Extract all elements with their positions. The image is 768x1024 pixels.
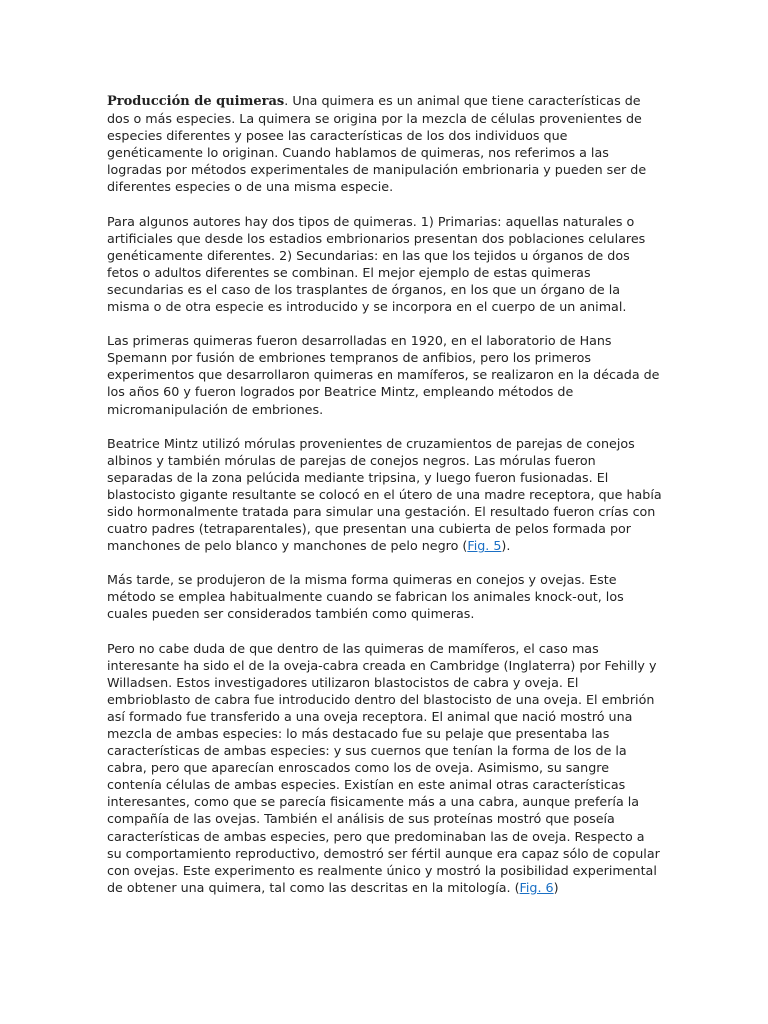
section-heading: Producción de quimeras	[107, 94, 285, 109]
paragraph-text: Más tarde, se produjeron de la misma forma quimeras en conejos y ovejas. Este método se emplea habitualmente cuando se fabrican los animales knock-out, los cuales pueden ser considerados también como quimeras.	[107, 572, 624, 622]
paragraph-intro	[107, 92, 663, 196]
document-body	[107, 92, 663, 913]
paragraph-rabbits-sheep	[107, 571, 663, 622]
fig-6-link[interactable]: Fig. 6	[519, 879, 554, 895]
paragraph-text: Beatrice Mintz utilizó mórulas provenientes de cruzamientos de parejas de conejos albinos y también mórulas de parejas de conejos negros. Las mórulas fueron separadas de la zona pelúcida mediante tripsina, y luego fueron fusionadas. El blastocisto gigante resultante se colocó en el útero de una madre receptora, que había sido hormonalmente tratada para simular una gestación. El resultado fueron crías con cuatro padres (tetraparentales), que presentan una cubierta de pelos formada por manchones de pelo blanco y manchones de pelo negro (	[107, 435, 662, 554]
paragraph-text-end: )	[553, 879, 559, 895]
fig-5-link[interactable]: Fig. 5	[467, 538, 502, 554]
paragraph-sheep-goat	[107, 640, 663, 896]
paragraph-history	[107, 332, 663, 417]
paragraph-mintz	[107, 435, 663, 555]
paragraph-text: Las primeras quimeras fueron desarrolladas en 1920, en el laboratorio de Hans Spemann por fusión de embriones tempranos de anfibios, pero los primeros experimentos que desarrollaron quimeras en mamíferos, se realizaron en la década de los años 60 y fueron logrados por Beatrice Mintz, empleando métodos de micromanipulación de embriones.	[107, 333, 660, 417]
paragraph-text: Pero no cabe duda de que dentro de las quimeras de mamíferos, el caso mas interesante ha sido el de la oveja-cabra creada en Cambridge (Inglaterra) por Fehilly y Willadsen. Estos investigadores utilizaron blastocistos de cabra y oveja. El embrioblasto de cabra fue introducido dentro del blastocisto de una oveja. El embrión así formado fue transferido a una oveja receptora. El animal que nació mostró una mezcla de ambas especies: lo más destacado fue su pelaje que presentaba las características de ambas especies: y sus cuernos que tenían la forma de los de la cabra, pero que aparecían enroscados como los de oveja. Asimismo, su sangre contenía células de ambas especies. Existían en este animal otras características interesantes, como que se parecía fisicamente más a una cabra, aunque prefería la compañía de las ovejas. También el análisis de sus proteínas mostró que poseía características de ambas especies, pero que predominaban las de oveja. Respecto a su comportamiento reproductivo, demostró ser fértil aunque era capaz sólo de copular con ovejas. Este experimento es realmente único y mostró la posibilidad experimental de obtener una quimera, tal como las descritas en la mitología. (	[107, 640, 660, 895]
paragraph-text-end: ).	[501, 538, 511, 554]
paragraph-text: . Una quimera es un animal que tiene características de dos o más especies. La quimera se origina por la mezcla de células provenientes de especies diferentes y posee las características de los dos individuos que genéticamente lo originan. Cuando hablamos de quimeras, nos referimos a las logradas por métodos experimentales de manipulación embrionaria y pueden ser de diferentes especies o de una misma especie.	[107, 93, 647, 195]
paragraph-types	[107, 213, 663, 316]
paragraph-text: Para algunos autores hay dos tipos de quimeras. 1) Primarias: aquellas naturales o artificiales que desde los estadios embrionarios presentan dos poblaciones celulares genéticamente diferentes. 2) Secundarias: en las que los tejidos u órganos de dos fetos o adultos diferentes se combinan. El mejor ejemplo de estas quimeras secundarias es el caso de los trasplantes de órganos, en los que un órgano de la misma o de otra especie es introducido y se incorpora en el cuerpo de un animal.	[107, 213, 646, 315]
